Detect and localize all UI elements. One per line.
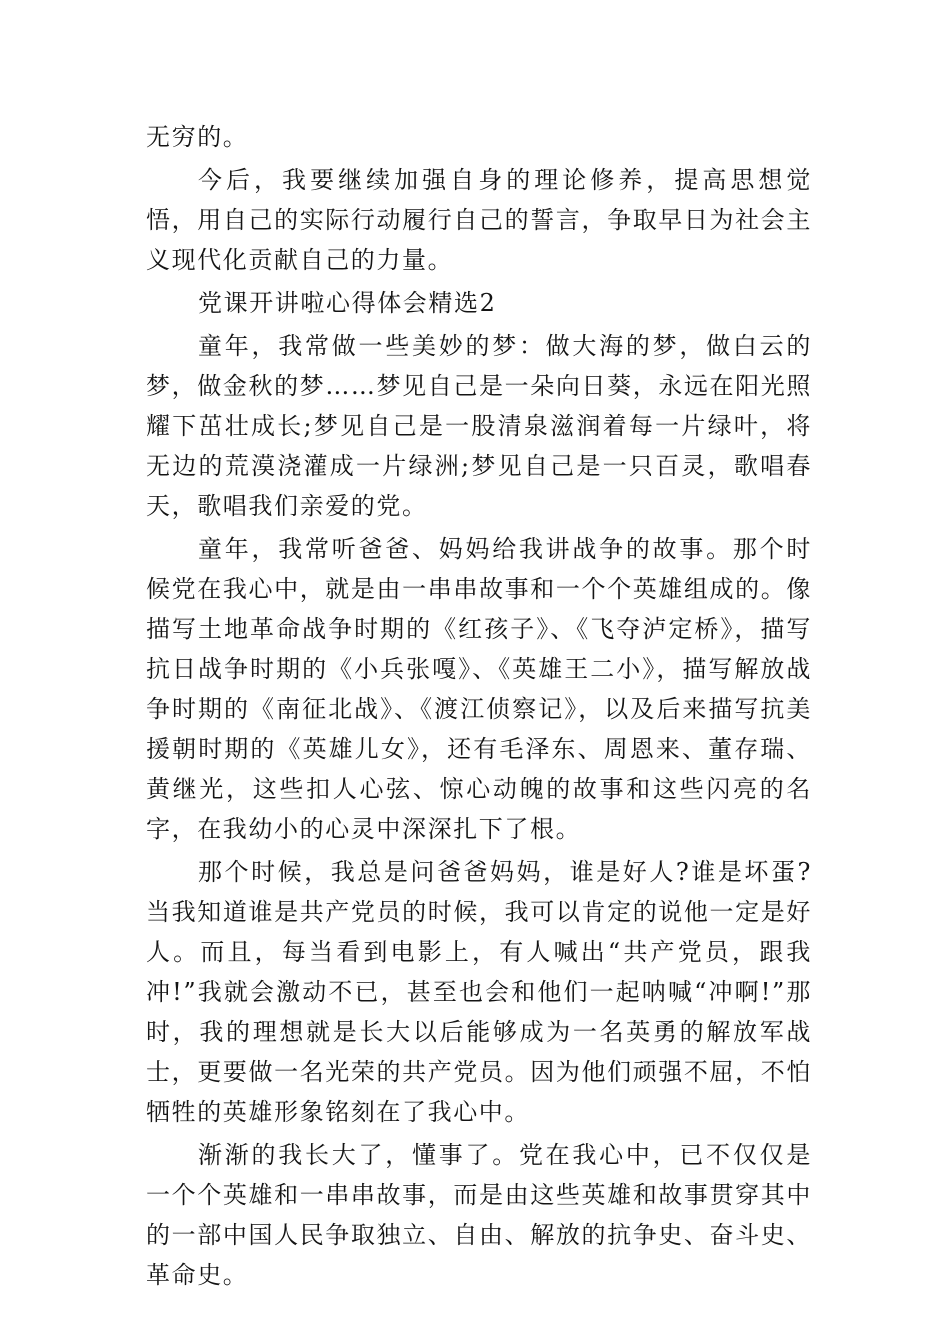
paragraph: 渐渐的我长大了，懂事了。党在我心中，已不仅仅是一个个英雄和一串串故事，而是由这些英雄和故事贯穿其中的一部中国人民争取独立、自由、解放的抗争史、奋斗史、革命史。	[146, 1141, 812, 1289]
document-body	[146, 117, 812, 1298]
section-heading: 党课开讲啦心得体会精选2	[198, 289, 497, 317]
paragraph: 今后，我要继续加强自身的理论修养，提高思想觉悟，用自己的实际行动履行自己的誓言，争取早日为社会主义现代化贡献自己的力量。	[146, 166, 812, 274]
paragraph: 童年，我常做一些美妙的梦：做大海的梦，做白云的梦，做金秋的梦……梦见自己是一朵向日葵，永远在阳光照耀下茁壮成长;梦见自己是一股清泉滋润着每一片绿叶，将无边的荒漠浇灌成一片绿洲;梦见自己是一只百灵，歌唱春天，歌唱我们亲爱的党。	[146, 332, 812, 520]
paragraph: 童年，我常听爸爸、妈妈给我讲战争的故事。那个时候党在我心中，就是由一串串故事和一个个英雄组成的。像描写土地革命战争时期的《红孩子》、《飞夺泸定桥》，描写抗日战争时期的《小兵张嘎》、《英雄王二小》，描写解放战争时期的《南征北战》、《渡江侦察记》，以及后来描写抗美援朝时期的《英雄儿女》，还有毛泽东、周恩来、董存瑞、黄继光，这些扣人心弦、惊心动魄的故事和这些闪亮的名字，在我幼小的心灵中深深扎下了根。	[146, 535, 812, 843]
paragraph: 那个时候，我总是问爸爸妈妈，谁是好人?谁是坏蛋?当我知道谁是共产党员的时候，我可以肯定的说他一定是好人。而且，每当看到电影上，有人喊出“共产党员，跟我冲!”我就会激动不已，甚至也会和他们一起呐喊“冲啊!”那时，我的理想就是长大以后能够成为一名英勇的解放军战士，更要做一名光荣的共产党员。因为他们顽强不屈，不怕牺牲的英雄形象铭刻在了我心中。	[146, 858, 812, 1126]
paragraph-continuation: 无穷的。	[146, 123, 249, 151]
